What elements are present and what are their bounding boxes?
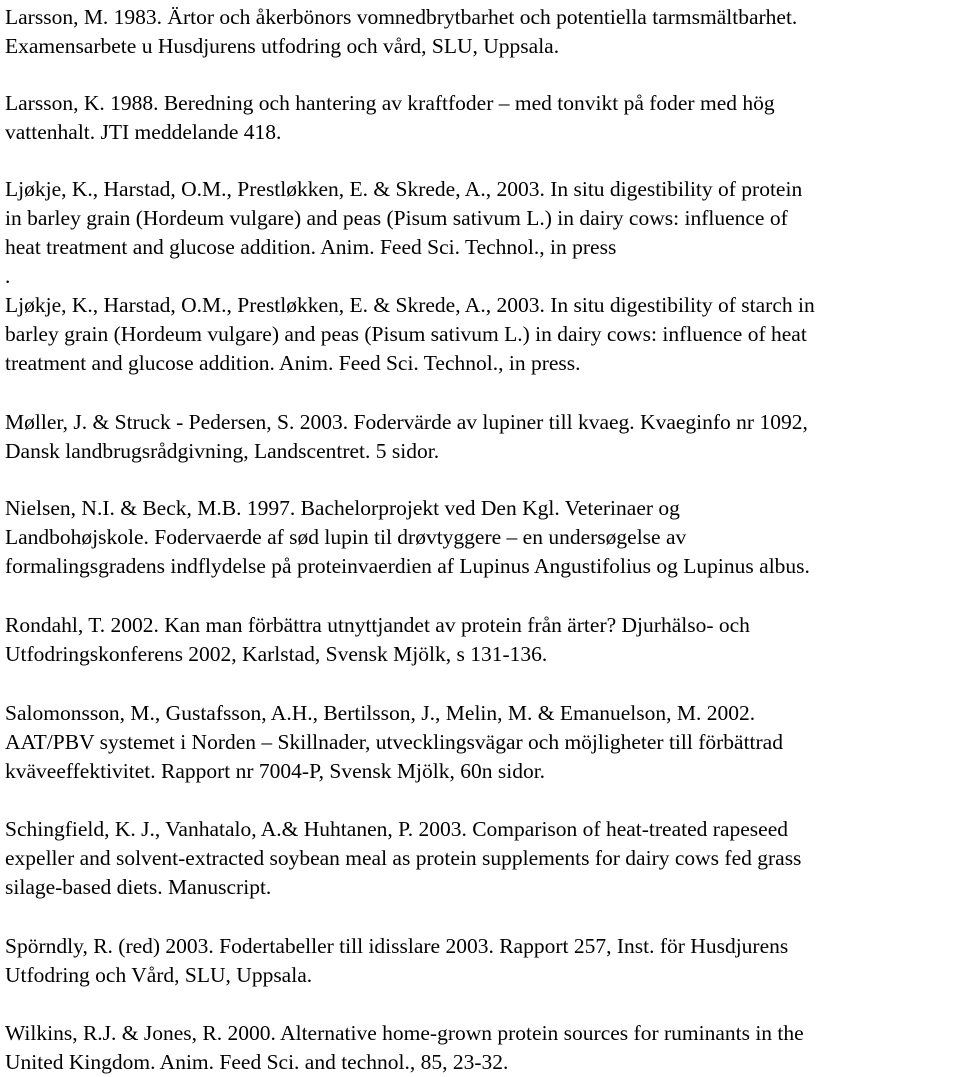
reference-line: Møller, J. & Struck - Pedersen, S. 2003. Fodervärde av lupiner till kvaeg. Kvaeginfo nr 1092, (5, 410, 808, 434)
reference-line: Utfodring och Vård, SLU, Uppsala. (5, 963, 313, 987)
reference-entry (5, 89, 960, 147)
reference-line: silage-based diets. Manuscript. (5, 875, 272, 899)
reference-entry (5, 699, 960, 786)
reference-line: Schingfield, K. J., Vanhatalo, A.& Huhtanen, P. 2003. Comparison of heat-treated rapeseed (5, 817, 788, 841)
reference-line: Ljøkje, K., Harstad, O.M., Prestløkken, E. & Skrede, A., 2003. In situ digestibility of protein (5, 177, 803, 201)
reference-line: Rondahl, T. 2002. Kan man förbättra utnyttjandet av protein från ärter? Djurhälso- och (5, 613, 750, 637)
reference-line: United Kingdom. Anim. Feed Sci. and technol., 85, 23-32. (5, 1050, 509, 1074)
reference-line: expeller and solvent-extracted soybean meal as protein supplements for dairy cows fed grass (5, 846, 802, 870)
reference-line: Wilkins, R.J. & Jones, R. 2000. Alternative home-grown protein sources for ruminants in the (5, 1021, 804, 1045)
reference-line: heat treatment and glucose addition. Anim. Feed Sci. Technol., in press (5, 235, 617, 259)
reference-line: treatment and glucose addition. Anim. Feed Sci. Technol., in press. (5, 351, 581, 375)
reference-entry (5, 175, 960, 291)
reference-line: Landbohøjskole. Fodervaerde af sød lupin til drøvtyggere – en undersøgelse av (5, 525, 687, 549)
reference-line: Spörndly, R. (red) 2003. Fodertabeller till idisslare 2003. Rapport 257, Inst. för Husdjurens (5, 934, 789, 958)
reference-line: Nielsen, N.I. & Beck, M.B. 1997. Bachelorprojekt ved Den Kgl. Veterinaer og (5, 496, 680, 520)
reference-line: kväveeffektivitet. Rapport nr 7004-P, Svensk Mjölk, 60n sidor. (5, 759, 546, 783)
reference-entry (5, 1019, 960, 1077)
reference-line: Larsson, K. 1988. Beredning och hantering av kraftfoder – med tonvikt på foder med hög (5, 91, 775, 115)
reference-entry (5, 815, 960, 902)
reference-line: barley grain (Hordeum vulgare) and peas (Pisum sativum L.) in dairy cows: influence of heat (5, 322, 807, 346)
reference-entry (5, 3, 960, 61)
reference-entry (5, 291, 960, 378)
reference-line: Ljøkje, K., Harstad, O.M., Prestløkken, E. & Skrede, A., 2003. In situ digestibility of starch in (5, 293, 815, 317)
reference-entry (5, 408, 960, 466)
reference-entry (5, 611, 960, 669)
reference-line: formalingsgradens indflydelse på proteinvaerdien af Lupinus Angustifolius og Lupinus albus. (5, 554, 810, 578)
reference-entry (5, 932, 960, 990)
reference-line: Examensarbete u Husdjurens utfodring och vård, SLU, Uppsala. (5, 34, 560, 58)
reference-line: . (5, 264, 11, 288)
reference-entry (5, 494, 960, 581)
reference-line: vattenhalt. JTI meddelande 418. (5, 120, 282, 144)
reference-line: Larsson, M. 1983. Ärtor och åkerbönors vomnedbrytbarhet och potentiella tarmsmältbarhet. (5, 5, 798, 29)
reference-line: Utfodringskonferens 2002, Karlstad, Svensk Mjölk, s 131-136. (5, 642, 548, 666)
reference-line: in barley grain (Hordeum vulgare) and peas (Pisum sativum L.) in dairy cows: influence of (5, 206, 788, 230)
reference-line: Dansk landbrugsrådgivning, Landscentret. 5 sidor. (5, 439, 440, 463)
reference-line: AAT/PBV systemet i Norden – Skillnader, utvecklingsvägar och möjligheter till förbättrad (5, 730, 783, 754)
reference-line: Salomonsson, M., Gustafsson, A.H., Bertilsson, J., Melin, M. & Emanuelson, M. 2002. (5, 701, 756, 725)
